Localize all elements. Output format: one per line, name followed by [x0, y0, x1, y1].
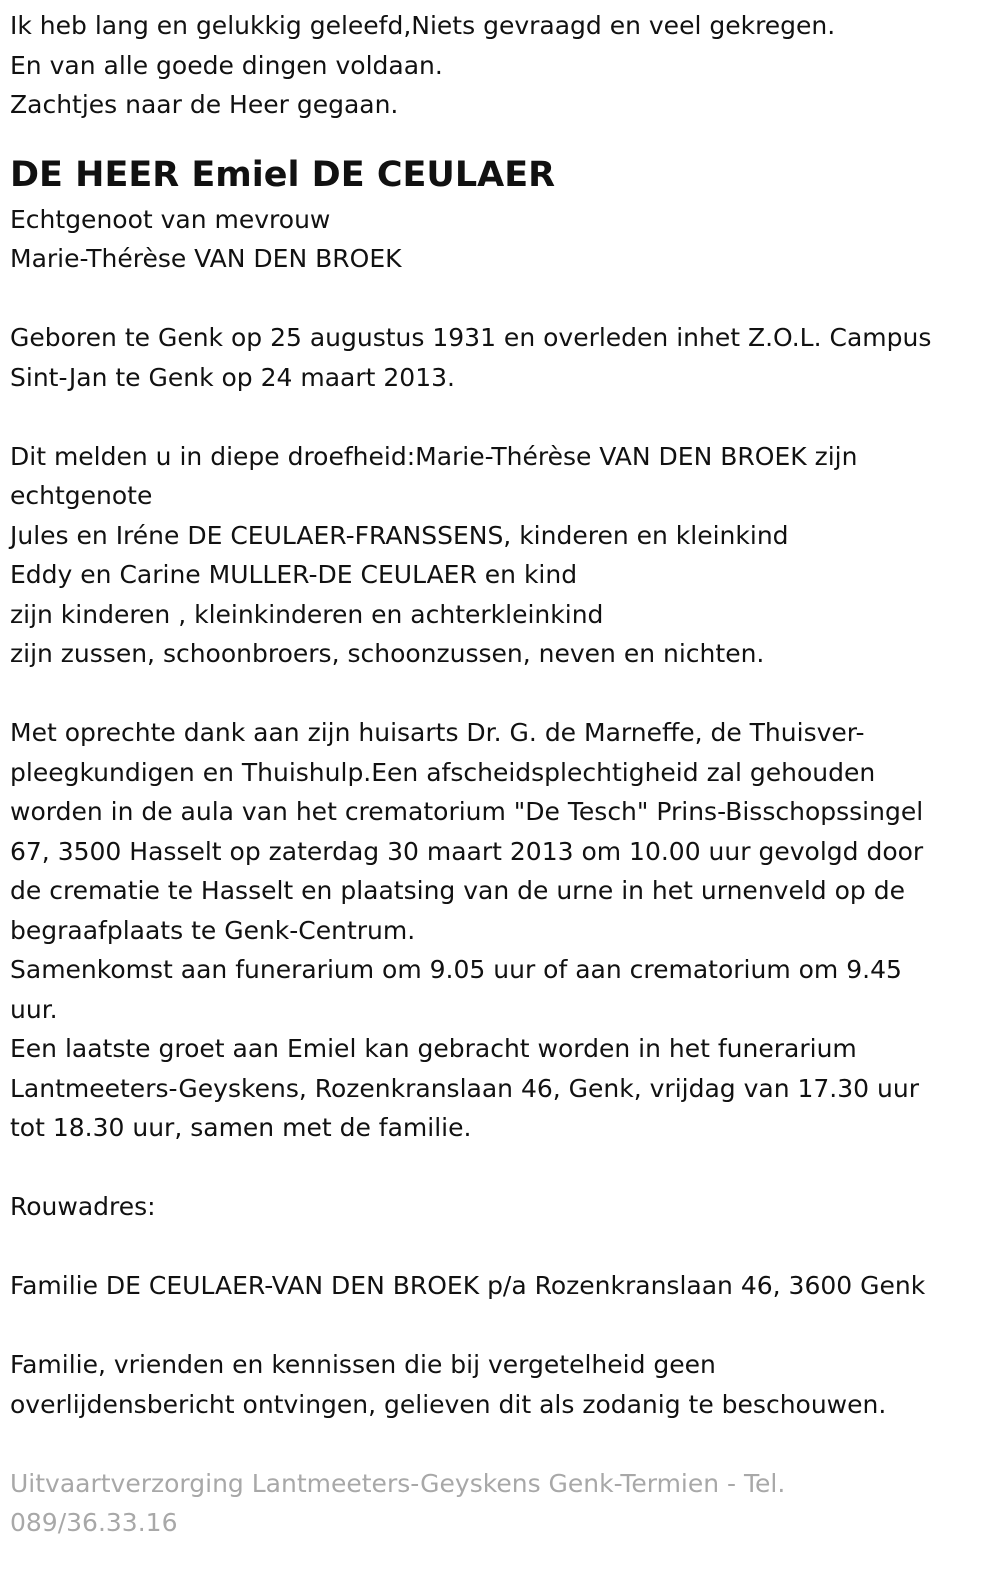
family-line: Eddy en Carine MULLER-DE CEULAER en kind [10, 560, 578, 589]
ceremony-line: Samenkomst aan funerarium om 9.05 uur of aan crematorium om 9.45 [10, 955, 902, 984]
family-line: Dit melden u in diepe droefheid:Marie-Thérèse VAN DEN BROEK zijn [10, 441, 858, 471]
funeral-home-footer [10, 1464, 1000, 1543]
ceremony-line: begraafplaats te Genk-Centrum. [10, 915, 416, 945]
family-line: echtgenote [10, 481, 153, 510]
ceremony-line: 67, 3500 Hasselt op zaterdag 30 maart 2013 om 10.00 uur gevolgd door [10, 836, 924, 866]
notice-line: overlijdensbericht ontvingen, gelieven dit als zodanig te beschouwen. [10, 1389, 887, 1419]
birth-death-line: Geboren te Genk op 25 augustus 1931 en overleden inhet Z.O.L. Campus [10, 323, 932, 352]
spouse-line: Echtgenoot van mevrouw [10, 204, 331, 234]
footer-line: Uitvaartverzorging Lantmeeters-Geyskens Genk-Termien - Tel. [10, 1468, 786, 1498]
ceremony-line: Lantmeeters-Geyskens, Rozenkranslaan 46, Genk, vrijdag van 17.30 uur [10, 1073, 919, 1103]
family-line: zijn kinderen , kleinkinderen en achterkleinkind [10, 599, 604, 629]
poem-line: Zachtjes naar de Heer gegaan. [10, 90, 399, 119]
mourning-address: Familie DE CEULAER-VAN DEN BROEK p/a Rozenkranslaan 46, 3600 Genk [10, 1271, 926, 1300]
family-block [10, 437, 1000, 674]
address-label: Rouwadres: [10, 1192, 156, 1221]
notice-line: Familie, vrienden en kennissen die bij vergetelheid geen [10, 1350, 716, 1379]
poem-line: En van alle goede dingen voldaan. [10, 50, 443, 80]
deceased-name: DE HEER Emiel DE CEULAER [10, 154, 556, 195]
ceremony-line: worden in de aula van het crematorium "De Tesch" Prins-Bisschopssingel [10, 797, 924, 826]
birth-death-block [10, 318, 1000, 397]
ceremony-line: Een laatste groet aan Emiel kan gebracht worden in het funerarium [10, 1034, 857, 1063]
ceremony-line: de crematie te Hasselt en plaatsing van de urne in het urnenveld op de [10, 876, 905, 905]
ceremony-line: Met oprechte dank aan zijn huisarts Dr. G. de Marneffe, de Thuisver- [10, 718, 865, 747]
family-line: Jules en Iréne DE CEULAER-FRANSSENS, kinderen en kleinkind [10, 520, 789, 550]
spouse-line: Marie-Thérèse VAN DEN BROEK [10, 244, 402, 273]
family-line: zijn zussen, schoonbroers, schoonzussen, neven en nichten. [10, 639, 765, 668]
ceremony-line: pleegkundigen en Thuishulp.Een afscheidsplechtigheid zal gehouden [10, 757, 876, 787]
spouse-block [10, 200, 1000, 279]
notice-block [10, 1345, 1000, 1424]
poem-line: Ik heb lang en gelukkig geleefd,Niets gevraagd en veel gekregen. [10, 11, 836, 40]
poem [10, 6, 1000, 125]
birth-death-line: Sint-Jan te Genk op 24 maart 2013. [10, 362, 455, 392]
ceremony-block [10, 713, 1000, 1148]
ceremony-line: tot 18.30 uur, samen met de familie. [10, 1113, 472, 1142]
ceremony-line: uur. [10, 994, 58, 1024]
footer-phone: 089/36.33.16 [10, 1508, 178, 1537]
